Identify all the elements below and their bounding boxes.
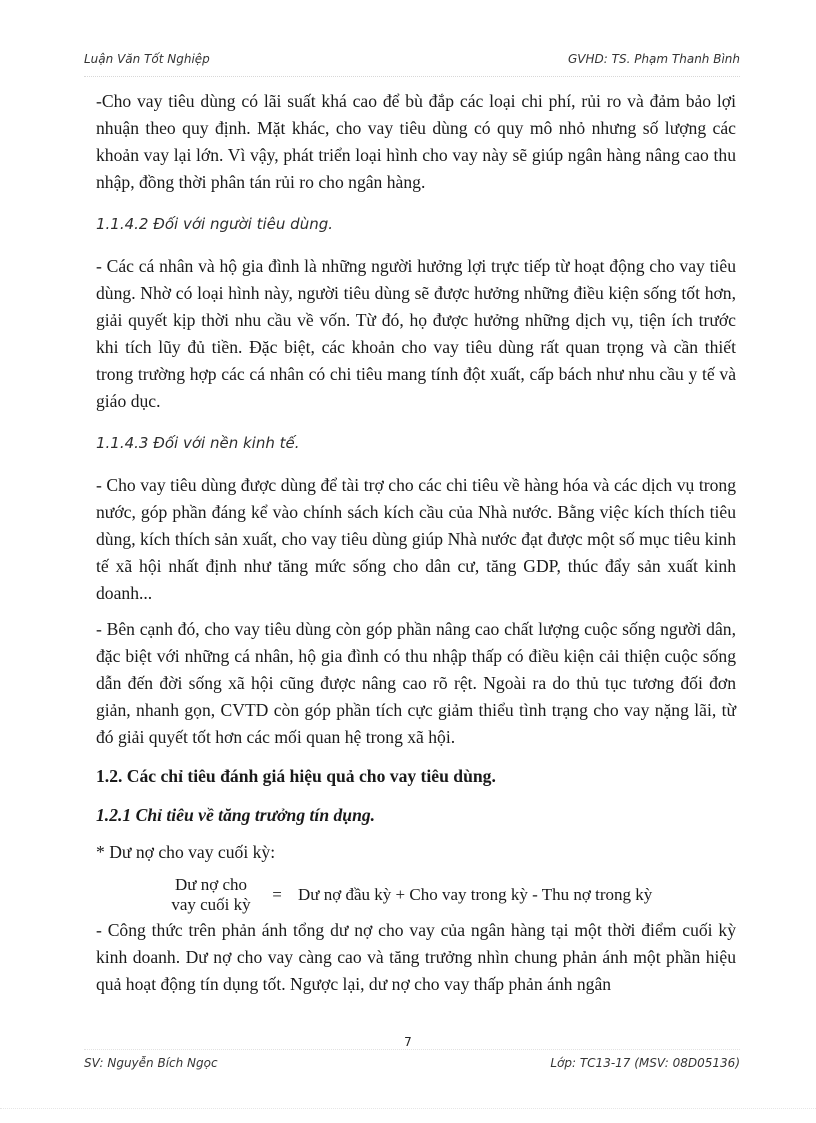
paragraph-quality-of-life: - Bên cạnh đó, cho vay tiêu dùng còn góp phần nâng cao chất lượng cuộc sống người dân, đặc biệt với những cá nhân, hộ gia đình có thu nhập thấp có điều kiện cải thiện cuộc sống dẫn đến đời sống xã hội cũng được nâng cao rõ rệt. Ngoài ra do thủ tục tương đối đơn giản, nhanh gọn, CVTD còn góp phần tích cực giảm thiểu tình trạng cho vay nặng lãi, từ đó giải quyết tốt hơn các mối quan hệ trong xã hội. xyxy=(96,619,736,747)
footer-class: Lớp: TC13-17 (MSV: 08D05136) xyxy=(550,1056,740,1070)
heading-1-1-4-2: 1.1.4.2 Đối với người tiêu dùng. xyxy=(96,215,333,233)
formula-rhs: Dư nợ đầu kỳ + Cho vay trong kỳ - Thu nợ trong kỳ xyxy=(298,885,653,904)
paragraph-consumers: - Các cá nhân và hộ gia đình là những người hưởng lợi trực tiếp từ hoạt động cho vay tiêu dùng. Nhờ có loại hình này, người tiêu dùng sẽ được hưởng những điều kiện sống tốt hơn, giải quyết kịp thời nhu cầu về vốn. Từ đó, họ được hưởng những dịch vụ, tiện ích trước khi tích lũy đủ tiền. Đặc biệt, các khoản cho vay tiêu dùng rất quan trọng và cần thiết trong trường hợp các cá nhân có chi tiêu mang tính đột xuất, cấp bách như nhu cầu y tế và giáo dục. xyxy=(96,256,736,411)
formula-lhs-line1: Dư nợ cho xyxy=(174,875,248,894)
page-header xyxy=(84,52,740,72)
page-number: 7 xyxy=(404,1035,412,1049)
paragraph-formula-explanation: - Công thức trên phản ánh tổng dư nợ cho vay của ngân hàng tại một thời điểm cuối kỳ kinh doanh. Dư nợ cho vay càng cao và tăng trưởng nhìn chung phản ánh một phần hiệu quả hoạt động tín dụng tốt. Ngược lại, dư nợ cho vay thấp phản ánh ngân xyxy=(96,920,736,994)
page-footer xyxy=(84,1056,740,1076)
formula-outstanding-loans xyxy=(166,875,736,915)
formula-equals: = xyxy=(272,885,282,904)
page-edge-divider xyxy=(0,1108,816,1109)
header-divider xyxy=(84,76,740,77)
bullet-outstanding-loans: * Dư nợ cho vay cuối kỳ: xyxy=(96,842,276,862)
paragraph-economy: - Cho vay tiêu dùng được dùng để tài trợ cho các chi tiêu về hàng hóa và các dịch vụ trong nước, góp phần đáng kể vào chính sách kích cầu của Nhà nước. Bằng việc kích thích tiêu dùng, kích thích sản xuất, cho vay tiêu dùng giúp Nhà nước đạt được một số mục tiêu kinh tế xã hội nhất định như tăng mức sống cho dân cư, tăng GDP, thúc đẩy sản xuất kinh doanh... xyxy=(96,475,736,603)
heading-1-2-1: 1.2.1 Chỉ tiêu về tăng trưởng tín dụng. xyxy=(96,805,376,825)
heading-1-2: 1.2. Các chỉ tiêu đánh giá hiệu quả cho vay tiêu dùng. xyxy=(96,766,496,786)
formula-lhs xyxy=(166,875,256,915)
formula-lhs-line2: vay cuối kỳ xyxy=(171,895,251,914)
header-thesis-title: Luận Văn Tốt Nghiệp xyxy=(84,52,210,66)
heading-1-1-4-3: 1.1.4.3 Đối với nền kinh tế. xyxy=(96,434,300,452)
paragraph-interest-rate: -Cho vay tiêu dùng có lãi suất khá cao để bù đắp các loại chi phí, rủi ro và đảm bảo lợi nhuận theo quy định. Mặt khác, cho vay tiêu dùng có quy mô nhỏ nhưng số lượng các khoản vay lại lớn. Vì vậy, phát triển loại hình cho vay này sẽ giúp ngân hàng nâng cao thu nhập, đồng thời phân tán rủi ro cho ngân hàng. xyxy=(96,91,736,192)
header-supervisor: GVHD: TS. Phạm Thanh Bình xyxy=(568,52,740,66)
footer-divider xyxy=(84,1049,740,1050)
footer-student: SV: Nguyễn Bích Ngọc xyxy=(84,1056,218,1070)
page-body xyxy=(96,88,736,1007)
